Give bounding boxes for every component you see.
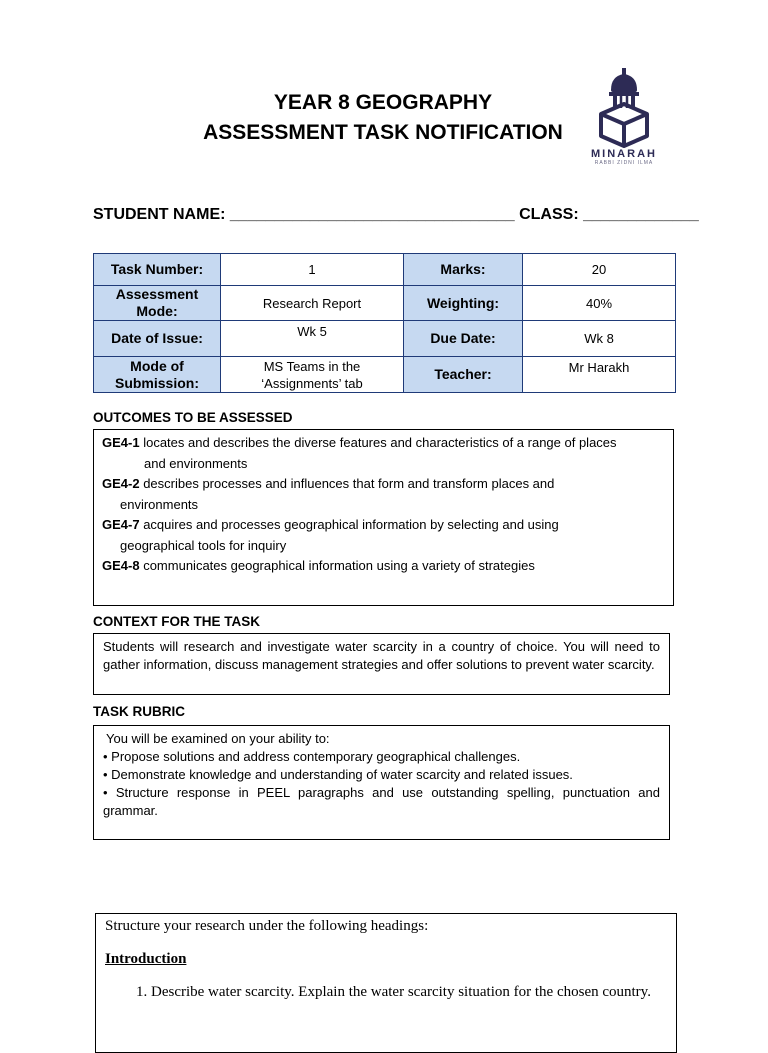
outcome-continuation: and environments: [144, 455, 248, 471]
rubric-item: • Demonstrate knowledge and understanding of water scarcity and related issues.: [103, 767, 573, 782]
mode-of-submission-value-line1: MS Teams in the: [263, 358, 361, 374]
teacher-label: Teacher:: [404, 357, 523, 393]
weighting-label: Weighting:: [404, 286, 523, 321]
context-text: Students will research and investigate water scarcity in a country of choice. You will need to gather information, discuss management strategies and offer solutions to prevent water scarcity.: [103, 639, 660, 672]
school-logo: [572, 64, 676, 176]
document-title: [150, 88, 616, 148]
research-list: [105, 984, 667, 1001]
due-date-label: Due Date:: [404, 321, 523, 357]
outcome-text: communicates geographical information using a variety of strategies: [143, 558, 535, 573]
assessment-mode-label: Assessment Mode:: [94, 286, 221, 321]
outcome-item: [102, 433, 664, 454]
marks-value: 20: [523, 254, 676, 286]
table-row: [94, 357, 676, 393]
outcome-item: [102, 556, 664, 577]
student-name-label: STUDENT NAME:: [93, 206, 226, 223]
rubric-intro: You will be examined on your ability to:: [106, 731, 330, 746]
list-item: 1. Describe water scarcity. Explain the water scarcity situation for the chosen country.: [151, 984, 667, 1001]
mode-of-submission-label: [94, 357, 221, 393]
title-line-1: YEAR 8 GEOGRAPHY: [273, 91, 493, 114]
outcomes-heading: OUTCOMES TO BE ASSESSED: [93, 410, 293, 425]
rubric-item: • Propose solutions and address contemporary geographical challenges.: [103, 749, 521, 764]
outcome-text: locates and describes the diverse features and characteristics of a range of places: [143, 435, 617, 450]
mode-of-submission-label-line1: Mode of: [130, 357, 184, 374]
date-of-issue-label: Date of Issue:: [94, 321, 221, 357]
outcome-continuation: geographical tools for inquiry: [120, 537, 287, 553]
rubric-heading: TASK RUBRIC: [93, 704, 185, 719]
student-name-field[interactable]: ________________________________: [229, 206, 515, 223]
rubric-box: [93, 725, 670, 840]
assessment-mode-value: Research Report: [221, 286, 404, 321]
weighting-value: 40%: [523, 286, 676, 321]
mode-of-submission-value: [221, 357, 404, 393]
due-date-value: Wk 8: [523, 321, 676, 357]
research-intro: Structure your research under the following headings:: [105, 918, 429, 934]
outcome-code: GE4-7: [102, 517, 140, 532]
logo-motto: RABBI ZIDNI ILMA: [594, 160, 654, 166]
outcome-item: [102, 474, 664, 495]
outcome-code: GE4-2: [102, 476, 140, 491]
task-info-table: [93, 253, 676, 393]
logo-wordmark: MINARAH: [591, 148, 657, 160]
mode-of-submission-label-line2: Submission:: [114, 374, 199, 391]
title-line-2: ASSESSMENT TASK NOTIFICATION: [203, 121, 563, 144]
outcomes-box: [93, 429, 674, 606]
outcome-code: GE4-1: [102, 435, 140, 450]
class-label: CLASS:: [519, 206, 579, 223]
student-info-line: [93, 206, 699, 224]
table-row: [94, 254, 676, 286]
minarah-tower-icon: [591, 64, 657, 148]
outcome-text: describes processes and influences that form and transform places and: [143, 476, 555, 491]
mode-of-submission-value-line2: ‘Assignments’ tab: [261, 375, 363, 391]
outcome-code: GE4-8: [102, 558, 140, 573]
rubric-item: • Structure response in PEEL paragraphs and use outstanding spelling, punctuation and grammar.: [103, 785, 660, 818]
context-box: [93, 633, 670, 695]
task-number-label: Task Number:: [94, 254, 221, 286]
outcome-text: acquires and processes geographical information by selecting and using: [143, 517, 559, 532]
outcome-continuation: environments: [120, 496, 199, 512]
research-section-heading: Introduction: [105, 951, 187, 967]
context-heading: CONTEXT FOR THE TASK: [93, 614, 260, 629]
table-row: [94, 321, 676, 357]
class-field[interactable]: _____________: [583, 206, 699, 223]
table-row: [94, 286, 676, 321]
marks-label: Marks:: [404, 254, 523, 286]
outcome-item: [102, 515, 664, 536]
task-number-value: 1: [221, 254, 404, 286]
research-structure-box: [95, 913, 677, 1053]
date-of-issue-value: Wk 5: [221, 321, 404, 357]
teacher-value: Mr Harakh: [523, 357, 676, 393]
